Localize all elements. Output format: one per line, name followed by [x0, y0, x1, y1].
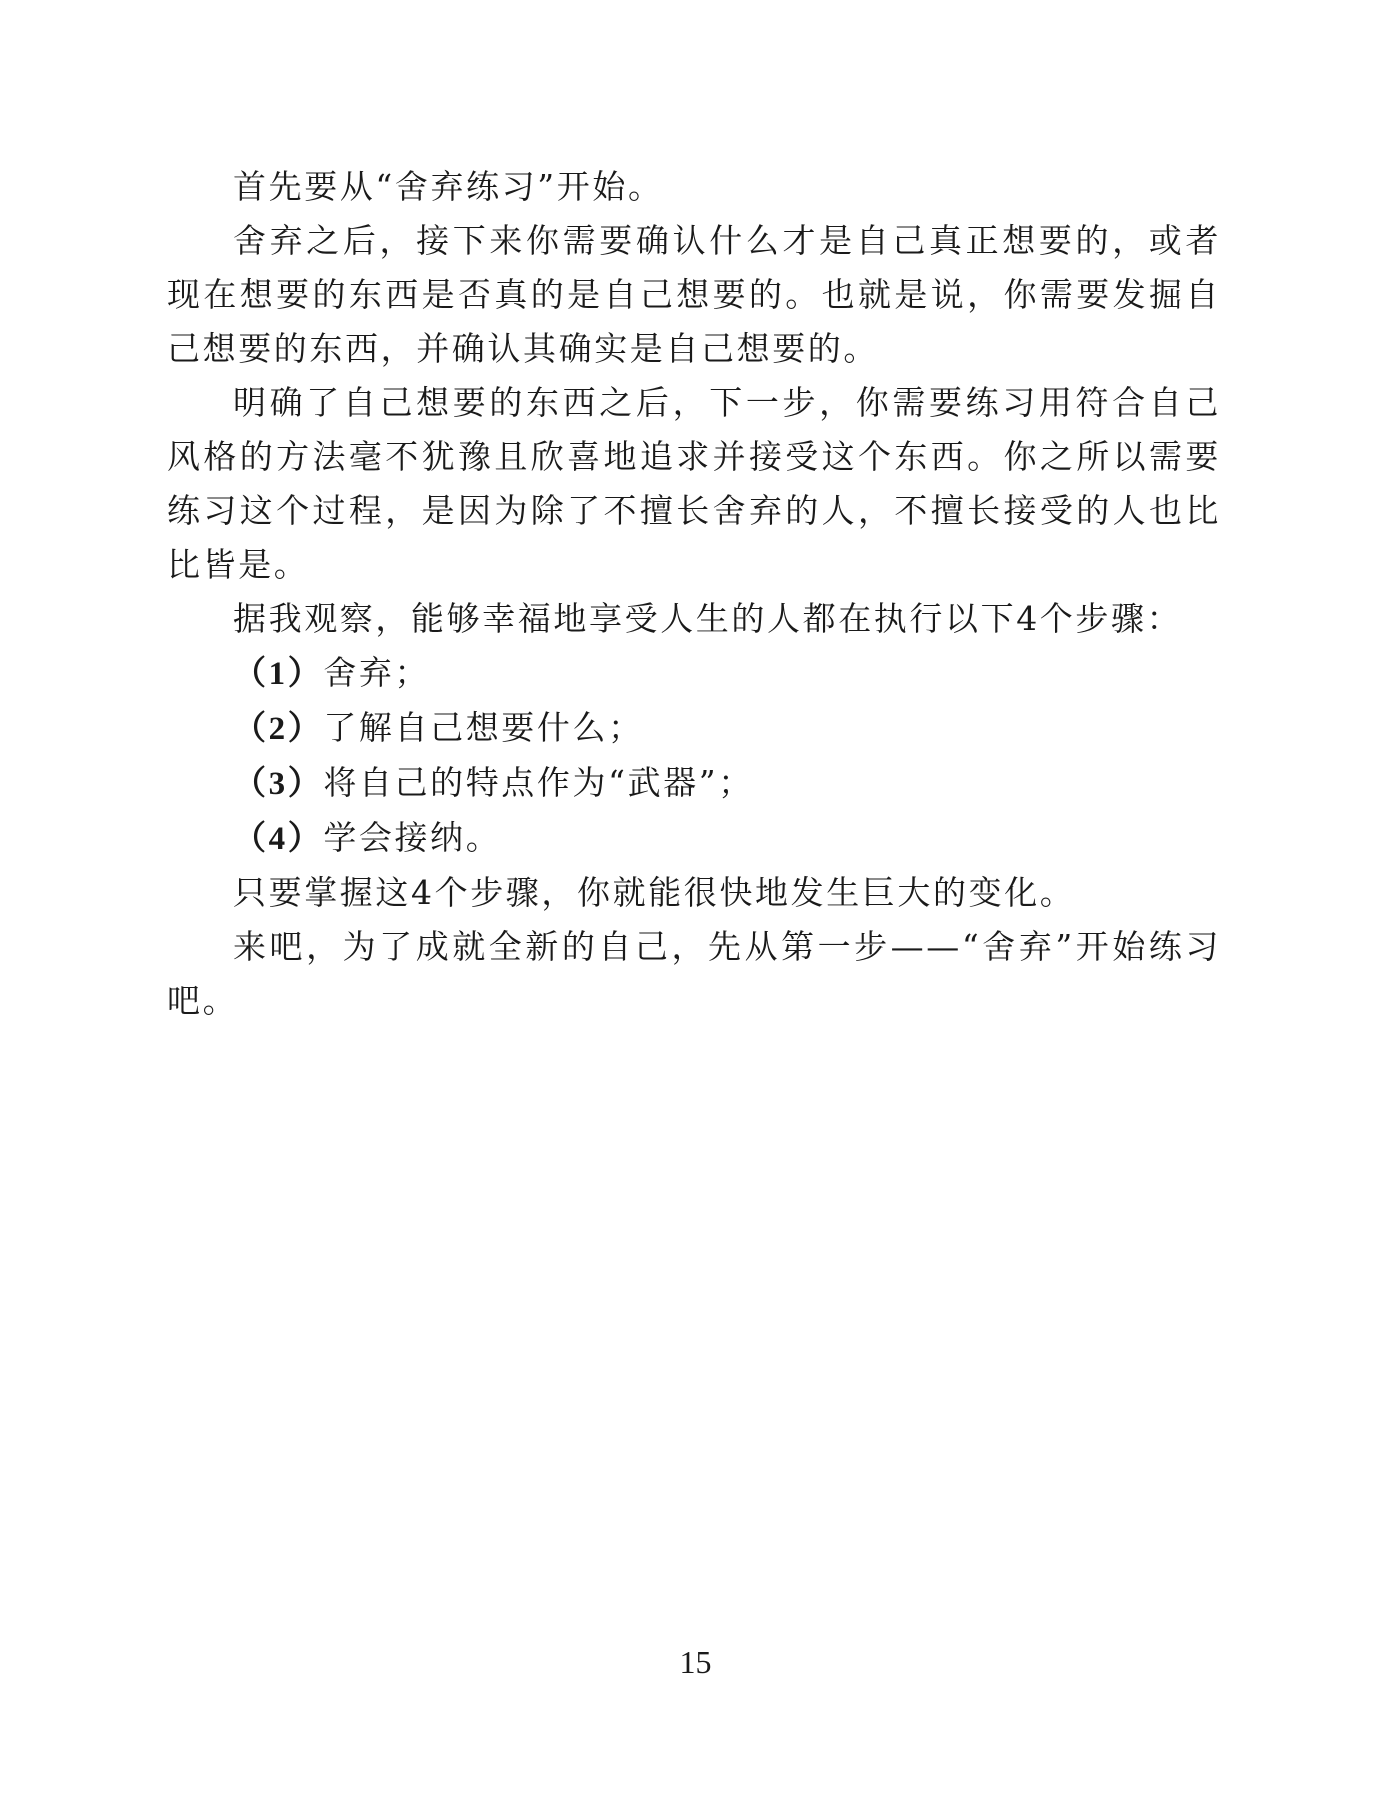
step-number: （4） [233, 821, 324, 857]
page-number: 15 [679, 1644, 712, 1680]
steps-list [167, 646, 1221, 866]
step-text: 学会接纳。 [323, 818, 502, 857]
paragraph-practice-receiving: 明确了自己想要的东西之后，下一步，你需要练习用符合自己风格的方法毫不犹豫且欣喜地追求并接受这个东西。你之所以需要练习这个过程，是因为除了不擅长舍弃的人，不擅长接受的人也比比皆是。 [167, 383, 1221, 584]
paragraph-master-steps: 只要掌握这4个步骤，你就能很快地发生巨大的变化。 [233, 873, 1076, 912]
paragraph-four-steps-intro: 据我观察，能够幸福地享受人生的人都在执行以下4个步骤： [233, 599, 1183, 638]
paragraph-call-to-action: 来吧，为了成就全新的自己，先从第一步——“舍弃”开始练习吧。 [167, 927, 1221, 1020]
paragraph-confirm-wants: 舍弃之后，接下来你需要确认什么才是自己真正想要的，或者现在想要的东西是否真的是自己想要的。也就是说，你需要发掘自己想要的东西，并确认其确实是自己想要的。 [167, 221, 1221, 368]
list-item [167, 811, 1221, 866]
step-number: （2） [233, 711, 324, 747]
step-text: 舍弃； [323, 653, 431, 692]
paragraph-intro: 首先要从“舍弃练习”开始。 [233, 167, 664, 206]
step-text: 了解自己想要什么； [323, 708, 644, 747]
list-item [167, 756, 1221, 811]
list-item [167, 646, 1221, 701]
step-text: 将自己的特点作为“武器”； [323, 763, 754, 802]
list-item [167, 701, 1221, 756]
page-body [167, 160, 1221, 1028]
step-number: （3） [233, 766, 324, 802]
step-number: （1） [233, 656, 324, 692]
